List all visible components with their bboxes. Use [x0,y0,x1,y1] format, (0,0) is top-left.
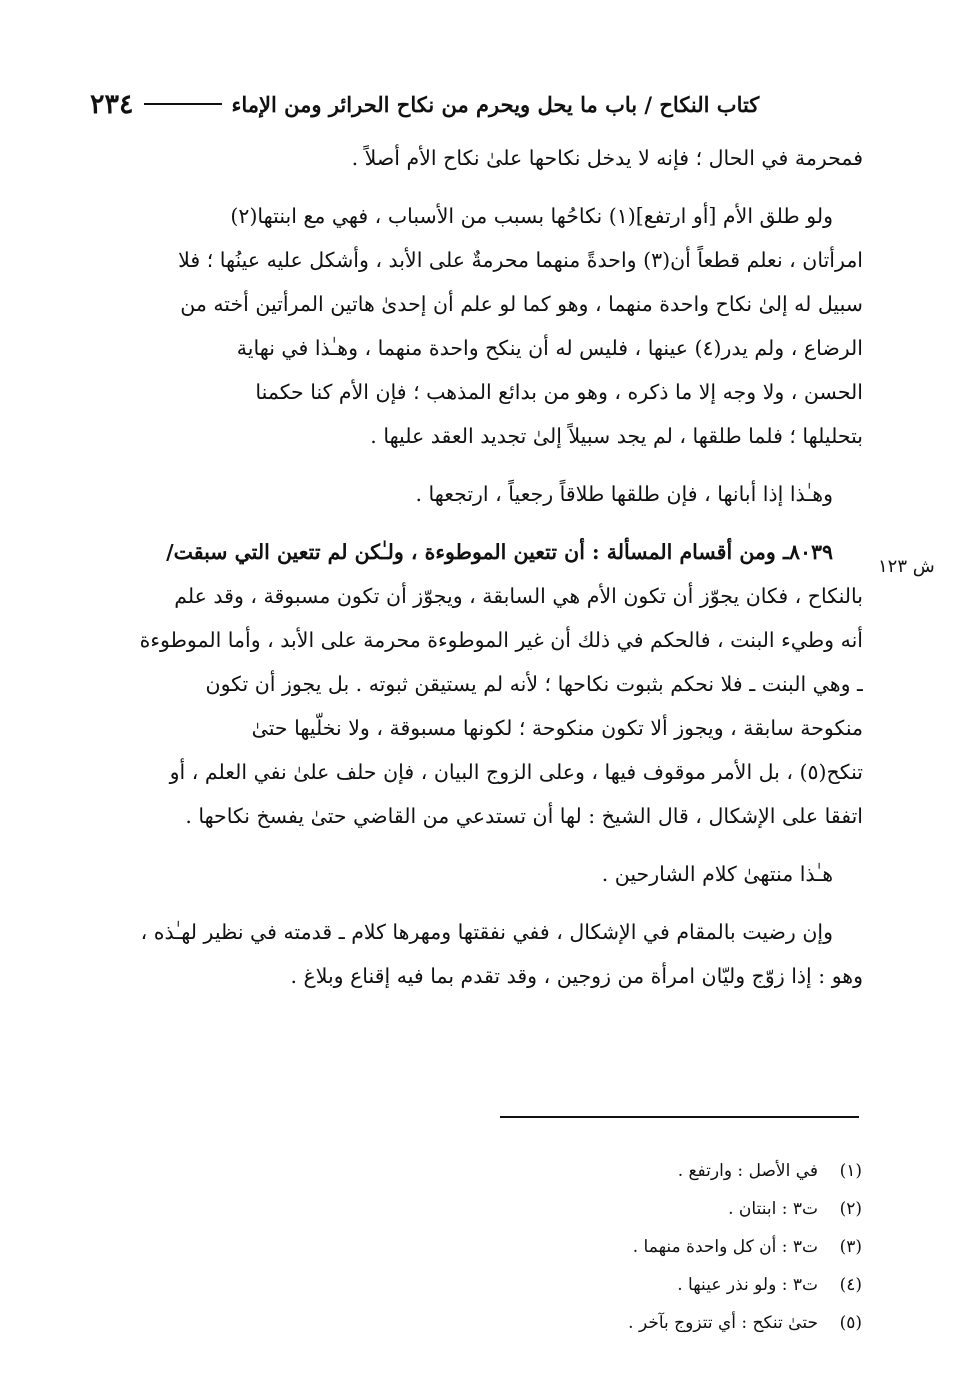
footnote-text: في الأصل : وارتفع . [677,1161,818,1181]
text-line: وهو : إذا زوّج وليّان امرأة من زوجين ، وقد تقدم بما فيه إقناع وبلاغ . [290,964,863,988]
footnote-text: ت٣ : ابنتان . [728,1199,818,1219]
margin-note: ش ١٢٣ [878,556,935,577]
text-line: وهـٰذا إذا أبانها ، فإن طلقها طلاقاً رجعياً ، ارتجعها . [415,482,833,506]
text-line: أنه وطيء البنت ، فالحكم في ذلك أن غير الموطوءة محرمة على الأبد ، وأما الموطوءة [139,628,863,652]
text-line: تنكح(٥) ، بل الأمر موقوف فيها ، وعلى الزوج البيان ، فإن حلف علىٰ نفي العلم ، أو [169,760,863,784]
footnote-separator [500,1116,859,1118]
text-line: فمحرمة في الحال ؛ فإنه لا يدخل نكاحها علىٰ نكاح الأم أصلاً . [351,146,863,170]
page-number: ٢٣٤ [90,88,134,120]
footnote-number: (٣) [839,1237,862,1257]
footnote [300,1152,862,1190]
paragraph-gap [93,180,863,194]
text-line: امرأتان ، نعلم قطعاً أن(٣) واحدةً منهما محرمةٌ على الأبد ، وأشكل عليه عينُها ؛ فلا [178,248,863,272]
text-line: ولو طلق الأم [أو ارتفع](١) نكاحُها بسبب من الأسباب ، فهي مع ابنتها(٢) [230,204,833,228]
text-line: سبيل له إلىٰ نكاح واحدة منهما ، وهو كما لو علم أن إحدىٰ هاتين المرأتين أخته من [180,292,863,316]
footnotes [300,1152,862,1342]
footnote-number: (٥) [839,1313,862,1333]
footnote [300,1304,862,1342]
text-line: بالنكاح ، فكان يجوّز أن تكون الأم هي السابقة ، ويجوّز أن تكون مسبوقة ، وقد علم [174,584,863,608]
footnote-number: (٢) [839,1199,862,1219]
text-line: ـ وهي البنت ـ فلا نحكم بثبوت نكاحها ؛ لأنه لم يستيقن ثبوته . بل يجوز أن تكون [205,672,863,696]
text-line: اتفقا على الإشكال ، قال الشيخ : لها أن تستدعي من القاضي حتىٰ يفسخ نكاحها . [185,804,863,828]
footnote-number: (٤) [839,1275,862,1295]
running-header [90,84,863,124]
text-line: الحسن ، ولا وجه إلا ما ذكره ، وهو من بدائع المذهب ؛ فإن الأم كنا حكمنا [255,380,863,404]
running-title: كتاب النكاح / باب ما يحل ويحرم من نكاح الحرائر ومن الإماء [231,91,760,117]
paragraph-gap [93,896,863,910]
text-line: بتحليلها ؛ فلما طلقها ، لم يجد سبيلاً إلىٰ تجديد العقد عليها . [370,424,863,448]
footnote [300,1190,862,1228]
paragraph-gap [93,458,863,472]
footnote [300,1228,862,1266]
footnote-number: (١) [839,1161,862,1181]
text-line: وإن رضيت بالمقام في الإشكال ، ففي نفقتها ومهرها كلام ـ قدمته في نظير لهـٰذه ، [140,920,833,944]
header-rule [144,103,222,105]
paragraph-gap [93,838,863,852]
paragraph-gap [93,516,863,530]
footnote [300,1266,862,1304]
text-line: هـٰذا منتهىٰ كلام الشارحين . [601,862,833,886]
main-text [93,136,863,998]
section-heading-line: ٨٠٣٩ـ ومن أقسام المسألة : أن تتعين الموطوءة ، ولـٰكن لم تتعين التي سبقت/ [166,540,833,564]
footnote-text: حتىٰ تنكح : أي تتزوج بآخر . [628,1313,818,1333]
footnote-text: ت٣ : أن كل واحدة منهما . [632,1237,818,1257]
footnote-text: ت٣ : ولو نذر عينها . [677,1275,818,1295]
text-line: منكوحة سابقة ، ويجوز ألا تكون منكوحة ؛ لكونها مسبوقة ، ولا نخلّيها حتىٰ [251,716,863,740]
text-line: الرضاع ، ولم يدر(٤) عينها ، فليس له أن ينكح واحدة منهما ، وهـٰذا في نهاية [236,336,863,360]
